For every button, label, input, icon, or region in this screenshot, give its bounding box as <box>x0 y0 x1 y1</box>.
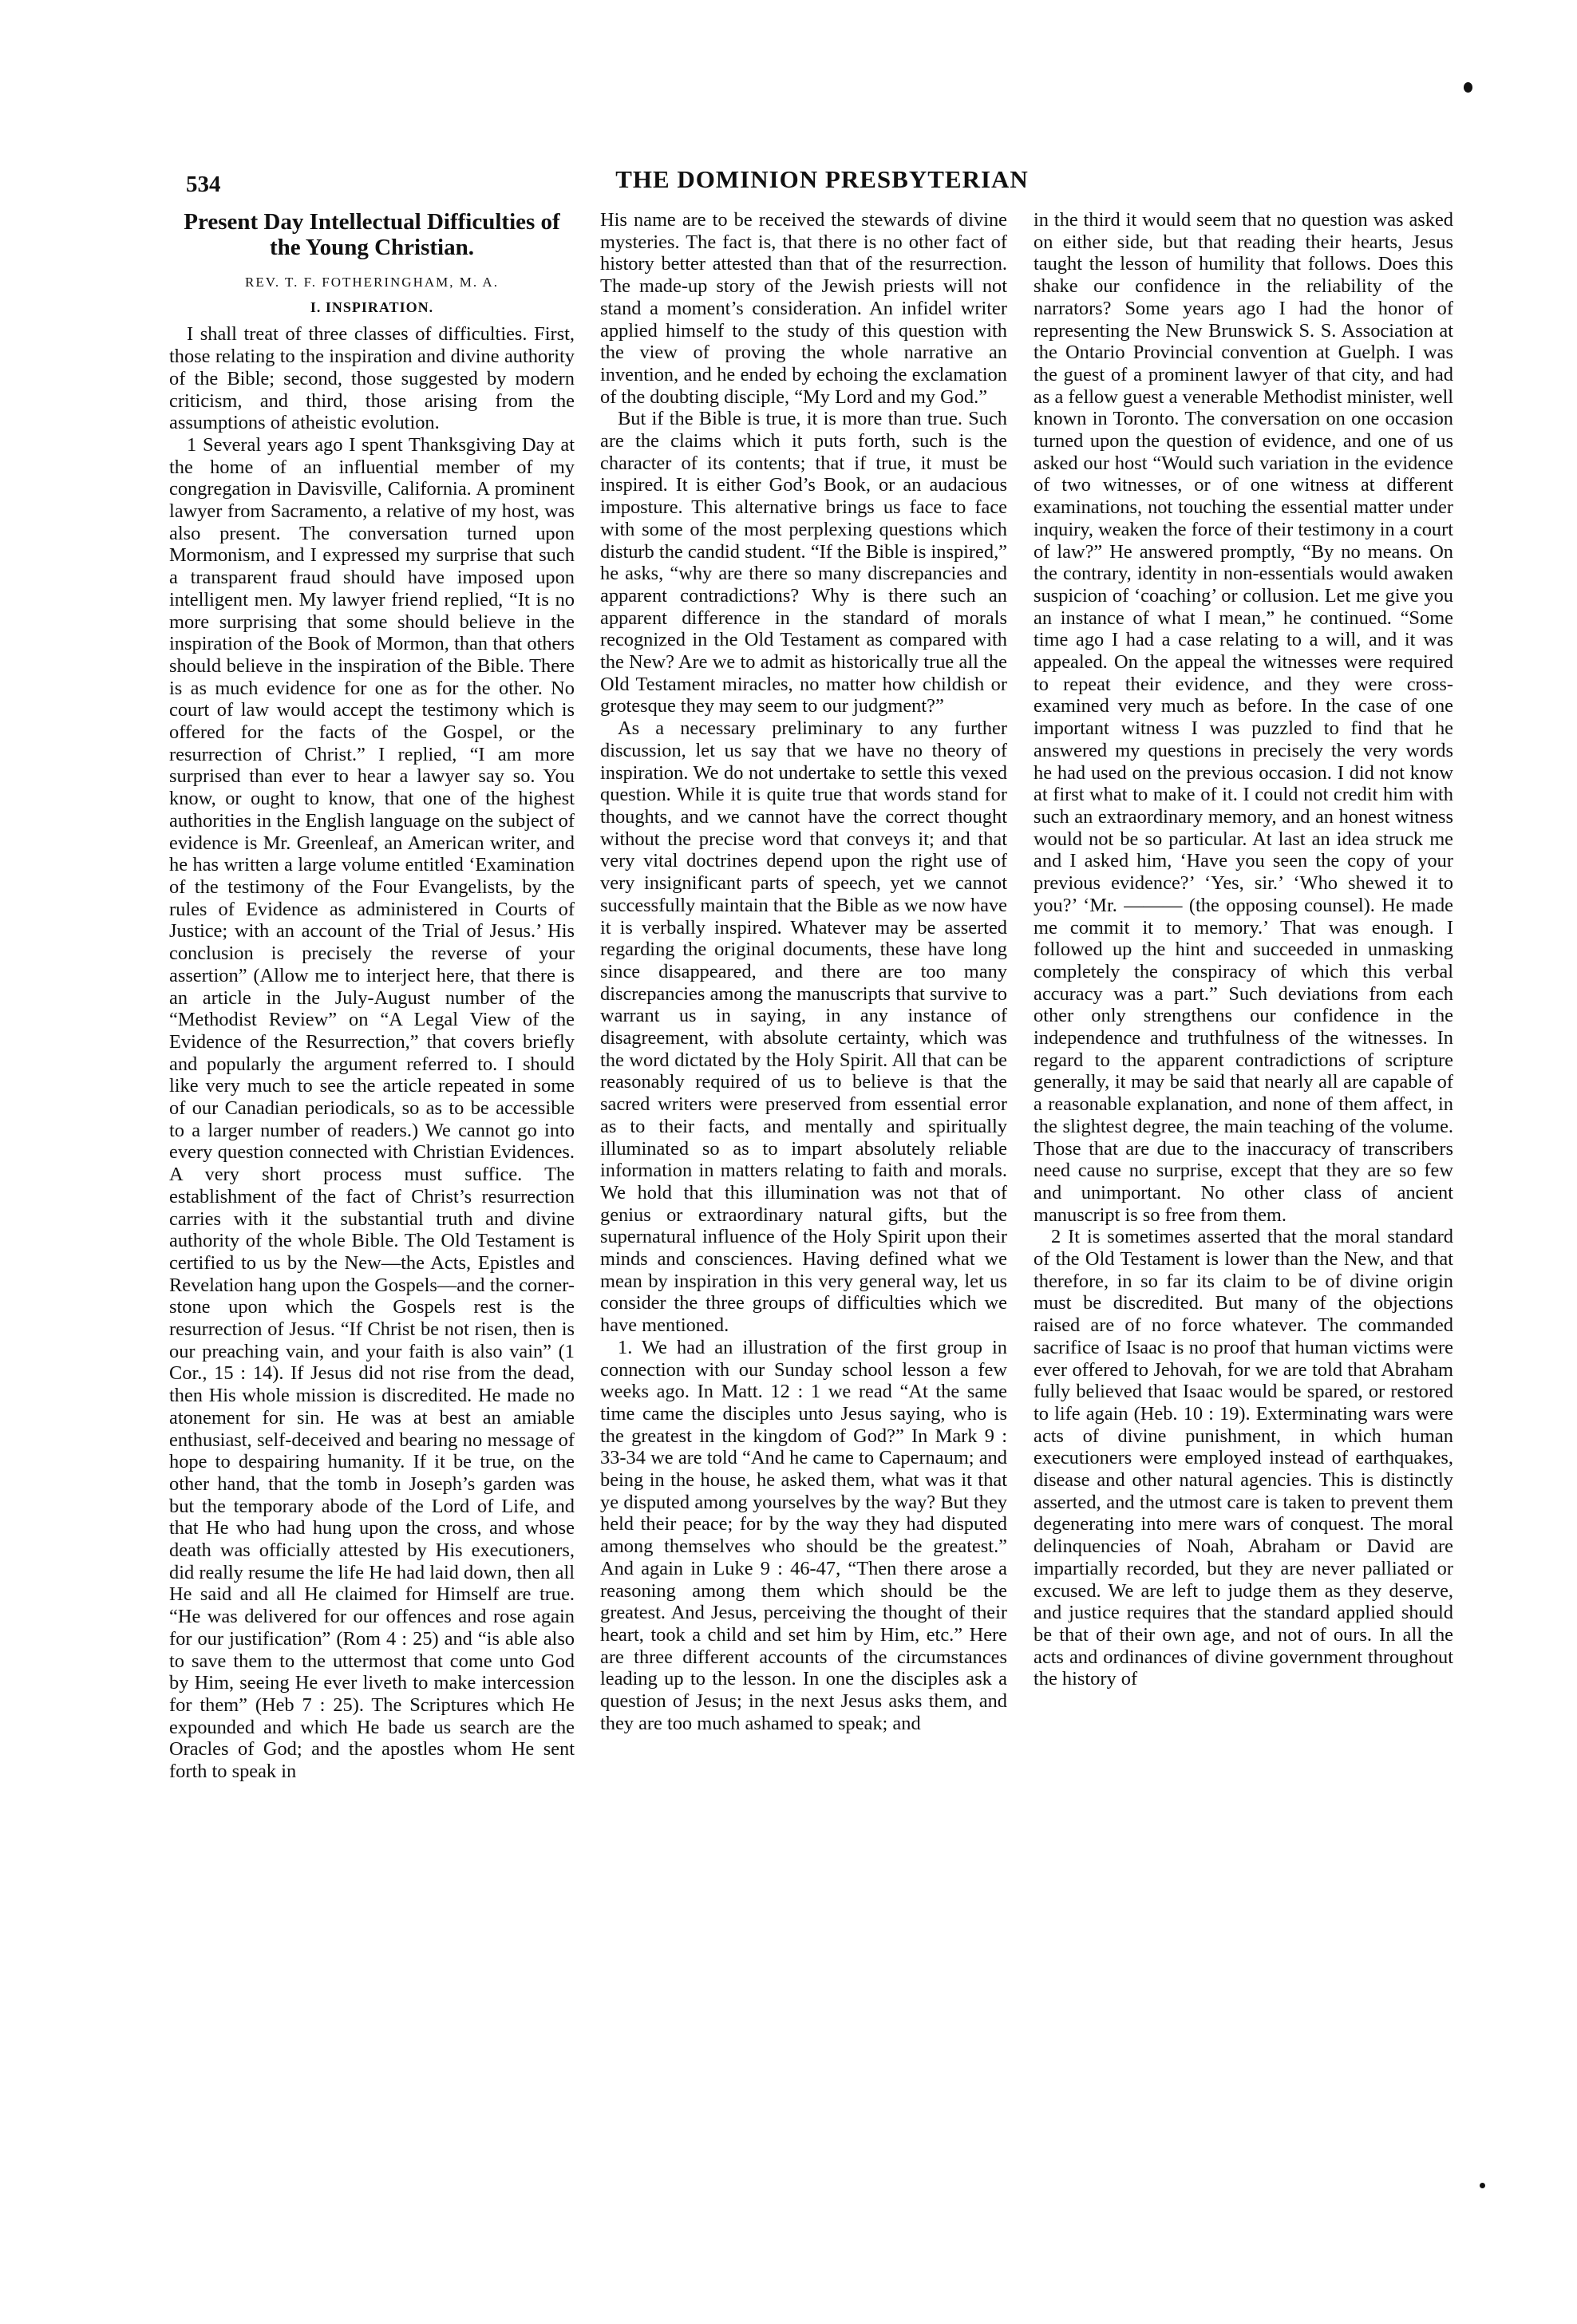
margin-ink-dot <box>1464 82 1472 93</box>
article-author: REV. T. F. FOTHERINGHAM, M. A. <box>245 275 499 290</box>
paragraph: 1. We had an illustration of the first group in connection with our Sunday school lesson a few weeks ago. In Matt. 12 : 1 we read “At the same time came the disciples unto Jesus saying, who is the greatest in the kingdom of God?” In Mark 9 : 33-34 we are told “And he came to Capernaum; and being in the house, he asked them, what was it that ye disputed among yourselves by the way? But they held their peace; for by the way they had disputed among themselves who should be the greatest.” And again in Luke 9 : 46-47, “Then there arose a reasoning among them which should be the greatest. And Jesus, perceiving the thought of their heart, took a child and set him by Him, etc.” Here are three different accounts of the circumstances leading up to the lesson. In one the disciples ask a question of Jesus; in the next Jesus asks them, and they are too much ashamed to speak; and <box>600 1336 1007 1734</box>
paragraph: But if the Bible is true, it is more than true. Such are the claims which it puts forth, such is the character of its contents; that if true, it must be inspired. It is either God’s Book, or an audacious imposture. This alternative brings us face to face with some of the most perplexing questions which disturb the candid student. “If the Bible is inspired,” he asks, “why are there so many discrepancies and apparent contradictions? Why is there such an apparent difference in the standard of morals recognized in the Old Testament as compared with the New? Are we to admit as historically true all the Old Testament miracles, no matter how childish or grotesque they may seem to our judgment?” <box>600 408 1007 717</box>
paragraph: 2 It is sometimes asserted that the moral standard of the Old Testament is lower than the New, and that therefore, in so far its claim to be of divine origin must be discredited. But many of the objections raised are of no force whatever. The commanded sacrifice of Isaac is no proof that human victims were ever offered to Jehovah, for we are told that Abraham fully believed that Isaac would be spared, or restored to life again (Heb. 10 : 19). Exterminating wars were acts of divine punishment, in which human executioners were employed instead of earthquakes, disease and other natural agencies. This is distinctly asserted, and the utmost care is taken to prevent them degenerating into mere wars of conquest. The moral delinquencies of Noah, Abraham or David are impartially recorded, but they are never palliated or excused. We are left to judge them as they deserve, and justice requires that the standard applied should be that of their own age, and not of ours. In all the acts and ordinances of divine government throughout the history of <box>1034 1226 1453 1690</box>
text-column-2 <box>600 209 1007 2220</box>
journal-title: THE DOMINION PRESBYTERIAN <box>615 165 1029 193</box>
paragraph: I shall treat of three classes of difficulties. First, those relating to the inspiration and divine authority of the Bible; second, those suggested by modern criticism, and third, those arising from the assumptions of atheistic evolution. <box>169 323 575 434</box>
text-column-1 <box>169 209 575 2220</box>
page-number: 534 <box>186 172 221 197</box>
margin-ink-dot <box>1480 2183 1485 2188</box>
paragraph: in the third it would seem that no question was asked on either side, but that reading their hearts, Jesus taught the lesson of humility that follows. Does this shake our confidence in the reliability of the narrators? Some years ago I had the honor of representing the New Brunswick S. S. Association at the Ontario Provincial convention at Guelph. I was the guest of a prominent lawyer of that city, and had as a fellow guest a venerable Methodist minister, well known in Toronto. The conversation on one occasion turned upon the question of evidence, and one of us asked our host “Would such variation in the evidence of two witnesses, or of one witness at different examinations, not touching the essential matter under inquiry, weaken the force of their testimony in a court of law?” He answered promptly, “By no means. On the contrary, identity in non-essentials would awaken suspicion of ‘coaching’ or collusion. Let me give you an instance of what I mean,” he continued. “Some time ago I had a case relating to a will, and it was appealed. On the appeal the witnesses were required to repeat their evidence, and they were cross-examined very much as before. In the case of one important witness I was puzzled to find that he answered my questions in precisely the very words he had used on the previous occasion. I did not know at first what to make of it. I could not credit him with such an extraordinary memory, and an honest witness would not be so particular. At last an idea struck me and I asked him, ‘Have you seen the copy of your previous evidence?’ ‘Yes, sir.’ ‘Who shewed it to you?’ ‘Mr. ——— (the opposing counsel). He made me commit it to memory.’ That was enough. I followed up the hint and succeeded in unmasking completely the conspiracy of which this verbal accuracy was a part.” Such deviations from each other only strengthens our confidence in the independence and truthfulness of the witnesses. In regard to the apparent contradictions of scripture generally, it may be said that nearly all are capable of a reasonable explanation, and none of them affect, in the slightest degree, the main teaching of the volume. Those that are due to the inaccuracy of transcribers need cause no surprise, except that they are so few and unimportant. No other class of ancient manuscript is so free from them. <box>1034 209 1453 1226</box>
paragraph: As a necessary preliminary to any further discussion, let us say that we have no theory of inspiration. We do not undertake to settle this vexed question. While it is quite true that words stand for thoughts, and we cannot have the correct thought without the precise word that conveys it; and that very vital doctrines depend upon the right use of very insignificant parts of speech, yet we cannot successfully maintain that the Bible as we now have it is verbally inspired. Whatever may be asserted regarding the original documents, these have long since disappeared, and there are too many discrepancies among the manuscripts that survive to warrant us in saying, in any instance of disagreement, with absolute certainty, which was the word dictated by the Holy Spirit. All that can be reasonably required of us to believe is that the sacred writers were preserved from essential error as to their facts, and mentally and spiritually illuminated so as to impart absolutely reliable information in matters relating to faith and morals. We hold that this illumination was not that of genius or extraordinary natural gifts, but the supernatural influence of the Holy Spirit upon their minds and consciences. Having defined what we mean by inspiration in this very general way, let us consider the three groups of difficulties which we have mentioned. <box>600 717 1007 1337</box>
paragraph: His name are to be received the stewards of divine mysteries. The fact is, that there is no other fact of history better attested than that of the resurrection. The made-up story of the Jewish priests will not stand a moment’s consideration. An infidel writer applied himself to the study of this question with the view of proving the whole narrative an invention, and he ended by echoing the exclamation of the doubting disciple, “My Lord and my God.” <box>600 209 1007 408</box>
section-heading: I. INSPIRATION. <box>310 298 434 315</box>
paragraph: 1 Several years ago I spent Thanksgiving Day at the home of an influential member of my congregation in Davisville, California. A prominent lawyer from Sacramento, a relative of my host, was also present. The conversation turned upon Mormonism, and I expressed my surprise that such a transparent fraud should have imposed upon intelligent men. My lawyer friend replied, “It is no more surprising that some should believe in the inspiration of the Book of Mormon, than that others should believe in the inspiration of the Bible. There is as much evidence for one as for the other. No court of law would accept the testimony which is offered for the facts of the Gospel, or the resurrection of Christ.” I replied, “I am more surprised than ever to hear a lawyer say so. You know, or ought to know, that one of the highest authorities in the English language on the subject of evidence is Mr. Greenleaf, an American writer, and he has written a large volume entitled ‘Examination of the testimony of the Four Evangelists, by the rules of Evidence as administered in Courts of Justice; with an account of the Trial of Jesus.’ His conclusion is precisely the reverse of your assertion” (Allow me to interject here, that there is an article in the July-August number of the “Methodist Review” on “A Legal View of the Evidence of the Resurrection,” that covers briefly and popularly the argument referred to. I should like very much to see the article repeated in some of our Canadian periodicals, so as to be accessible to a larger number of readers.) We cannot go into every question connected with Christian Evidences. A very short process must suffice. The establishment of the fact of Christ’s resurrection carries with it the substantial truth and divine authority of the whole Bible. The Old Testament is certified to us by the New—the Acts, Epistles and Revelation hang upon the Gospels—and the corner-stone upon which the Gospels rest is the resurrection of Jesus. “If Christ be not risen, then is our preaching vain, and your faith is also vain” (1 Cor., 15 : 14). If Jesus did not rise from the dead, then His whole mission is discredited. He made no atonement for sin. He was at best an amiable enthusiast, self-deceived and bearing no message of hope to despairing humanity. If it be true, on the other hand, that the tomb in Joseph’s garden was but the temporary abode of the Lord of Life, and that He who had hung upon the cross, and whose death was officially attested by His executioners, did really resume the life He had laid down, then all He said and all He claimed for Himself are true. “He was delivered for our offences and rose again for our justification” (Rom 4 : 25) and “is able also to save them to the uttermost that come unto God by Him, seeing He ever liveth to make intercession for them” (Heb 7 : 25). The Scriptures which He expounded and which He bade us search are the Oracles of God; and the apostles whom He sent forth to speak in <box>169 433 575 1783</box>
article-title: Present Day Intellectual Difficulties of the Young Christian. <box>184 209 560 260</box>
page-header <box>180 164 1464 204</box>
text-column-3 <box>1034 209 1453 2220</box>
